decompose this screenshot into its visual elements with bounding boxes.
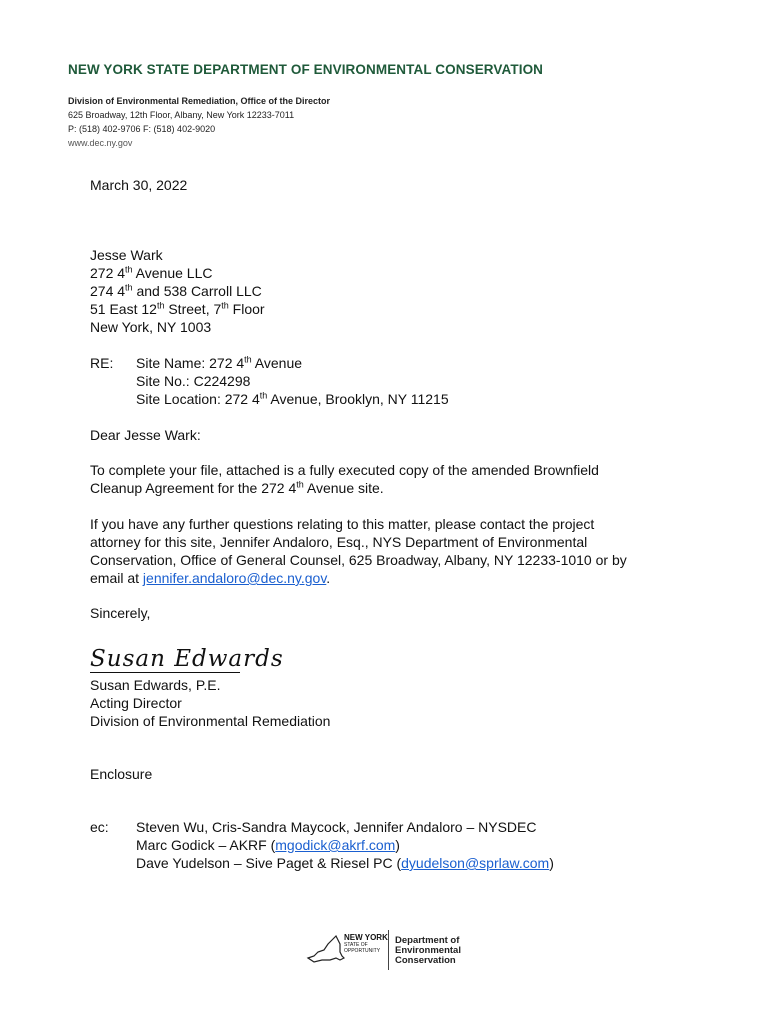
recipient-line: 274 4th and 538 Carroll LLC — [90, 282, 262, 299]
paragraph-line: Cleanup Agreement for the 272 4th Avenue site. — [90, 479, 384, 496]
footer-logo — [306, 930, 476, 972]
phone-line: P: (518) 402-9706 F: (518) 402-9020 — [68, 124, 216, 134]
letter-date: March 30, 2022 — [90, 177, 188, 193]
agency-title: NEW YORK STATE DEPARTMENT OF ENVIRONMENTAL CONSERVATION — [68, 62, 544, 77]
salutation: Dear Jesse Wark: — [90, 427, 201, 443]
signer-division: Division of Environmental Remediation — [90, 713, 331, 729]
ec-block — [136, 818, 554, 872]
paragraph-line: attorney for this site, Jennifer Andaloro, Esq., NYS Department of Environmental — [90, 534, 588, 550]
recipient-address — [90, 246, 265, 336]
email-link-andaloro[interactable]: jennifer.andaloro@dec.ny.gov — [142, 570, 327, 586]
enclosure: Enclosure — [90, 766, 153, 782]
email-link-yudelson[interactable]: dyudelson@sprlaw.com — [401, 855, 550, 871]
ec-line: Steven Wu, Cris-Sandra Maycock, Jennifer Andaloro – NYSDEC — [136, 819, 537, 835]
ec-label: ec: — [90, 819, 109, 835]
ny-state-logo-text: NEW YORK STATE OF OPPORTUNITY — [344, 933, 388, 954]
re-label: RE: — [90, 355, 114, 371]
paragraph-line: Conservation, Office of General Counsel, 625 Broadway, Albany, NY 12233-1010 or by — [90, 552, 627, 568]
division-line: Division of Environmental Remediation, Office of the Director — [68, 96, 331, 106]
re-block — [136, 354, 449, 408]
ec-line: Dave Yudelson – Sive Paget & Riesel PC (dyudelson@sprlaw.com) — [136, 855, 554, 871]
closing: Sincerely, — [90, 605, 151, 621]
website-line: www.dec.ny.gov — [68, 138, 133, 148]
paragraph-line: To complete your file, attached is a fully executed copy of the amended Brownfield — [90, 462, 599, 478]
recipient-name: Jesse Wark — [90, 247, 163, 263]
signature-line — [90, 672, 240, 673]
recipient-line: 51 East 12th Street, 7th Floor — [90, 300, 265, 317]
paragraph-1 — [90, 461, 599, 497]
recipient-line: 272 4th Avenue LLC — [90, 264, 213, 281]
address-line: 625 Broadway, 12th Floor, Albany, New York 12233-7011 — [68, 110, 295, 120]
email-link-godick[interactable]: mgodick@akrf.com — [275, 837, 396, 853]
site-location: Site Location: 272 4th Avenue, Brooklyn, NY 11215 — [136, 390, 449, 407]
site-name: Site Name: 272 4th Avenue — [136, 354, 303, 371]
ec-line: Marc Godick – AKRF (mgodick@akrf.com) — [136, 837, 400, 853]
signer-block — [90, 676, 330, 730]
paragraph-2 — [90, 515, 627, 587]
svg-text:Susan Edwards: Susan Edwards — [90, 646, 284, 672]
logo-divider — [388, 930, 389, 970]
paragraph-line: If you have any further questions relating to this matter, please contact the project — [90, 516, 595, 532]
paragraph-line: email at jennifer.andaloro@dec.ny.gov. — [90, 570, 331, 586]
signer-name: Susan Edwards, P.E. — [90, 677, 221, 693]
signer-title: Acting Director — [90, 695, 182, 711]
recipient-city: New York, NY 1003 — [90, 319, 212, 335]
signature-image — [88, 638, 284, 676]
dec-logo-text: Department of Environmental Conservation — [395, 935, 461, 966]
site-number: Site No.: C224298 — [136, 373, 251, 389]
new-york-state-map-icon — [306, 934, 346, 966]
